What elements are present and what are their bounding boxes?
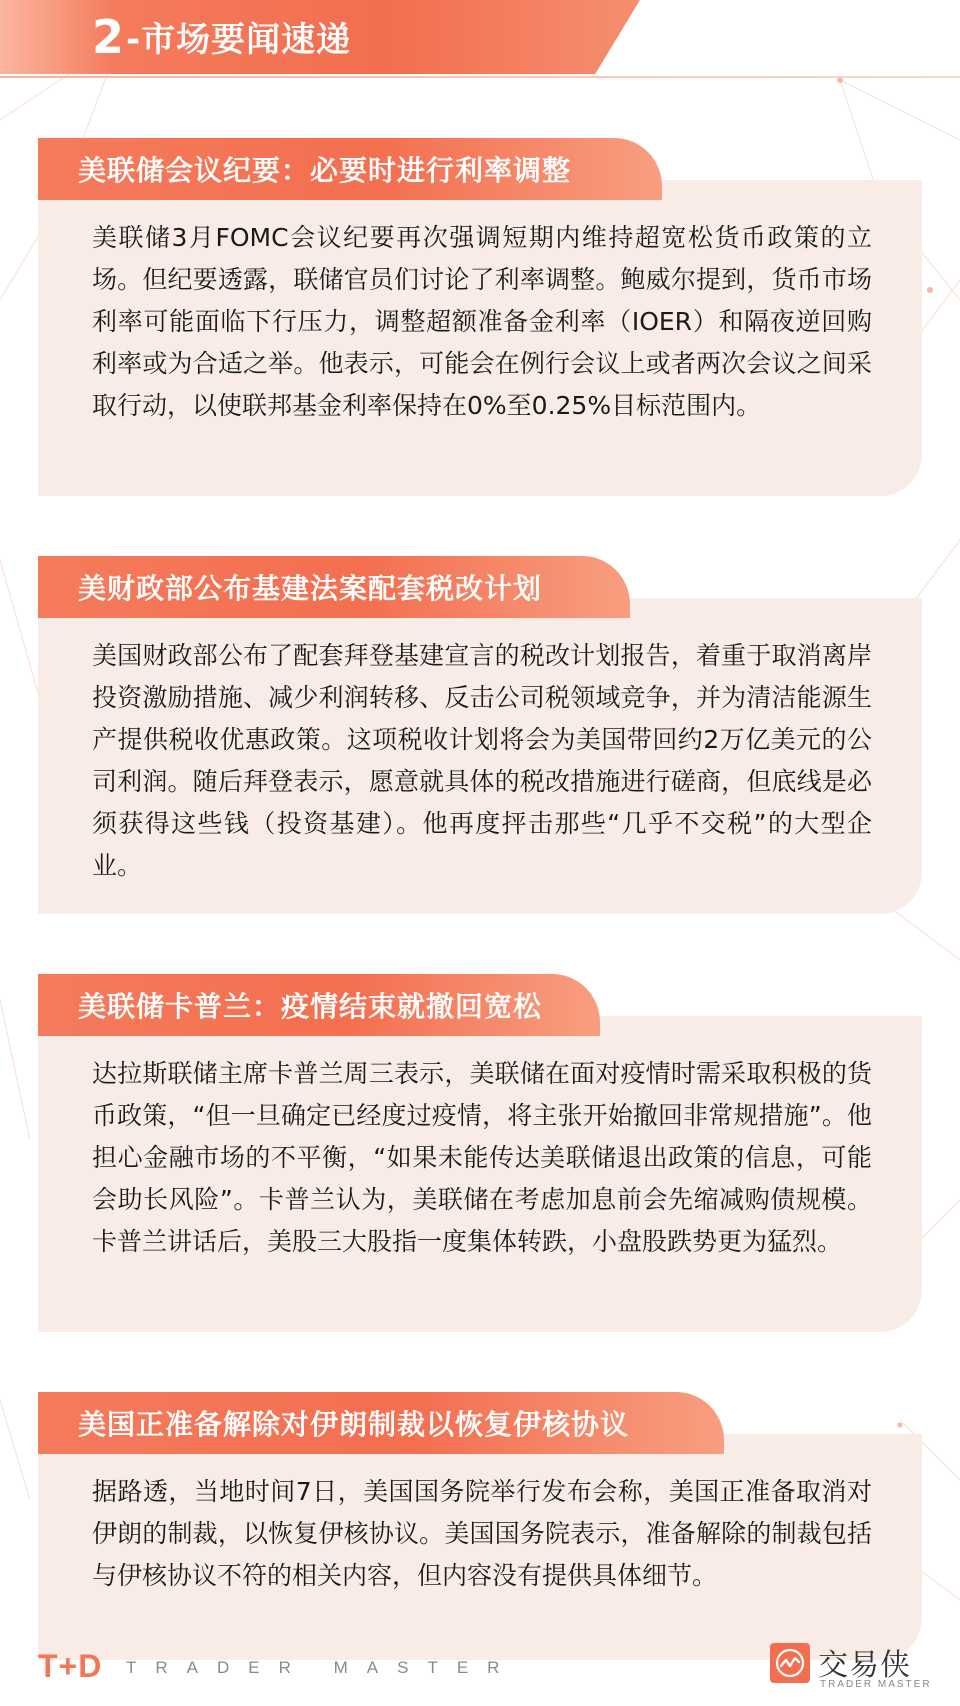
news-title-band (38, 1392, 724, 1454)
news-title-band (38, 556, 630, 618)
news-title: 美国正准备解除对伊朗制裁以恢复伊核协议 (78, 1408, 630, 1441)
wave-chart-icon (770, 1643, 810, 1683)
news-body: 达拉斯联储主席卡普兰周三表示，美联储在面对疫情时需采取积极的货币政策，“但一旦确定已经度过疫情，将主张开始撤回非常规措施”。他担心金融市场的不平衡，“如果未能传达美联储退出政策的信息，可能会助长风险”。卡普兰认为，美联储在考虑加息前会先缩减购债规模。卡普兰讲话后，美股三大股指一度集体转跌，小盘股跌势更为猛烈。 (92, 1059, 872, 1256)
section-header (0, 0, 960, 78)
section-title: -市场要闻速递 (126, 20, 352, 60)
news-body: 美联储3月FOMC会议纪要再次强调短期内维持超宽松货币政策的立场。但纪要透露，联储官员们讨论了利率调整。鲍威尔提到，货币市场利率可能面临下行压力，调整超额准备金利率（IOER）和隔夜逆回购利率或为合适之举。他表示，可能会在例行会议上或者两次会议之间采取行动，以使联邦基金利率保持在0%至0.25%目标范围内。 (92, 223, 872, 420)
news-title-band (38, 974, 600, 1036)
news-title: 美联储卡普兰：疫情结束就撤回宽松 (78, 990, 543, 1023)
news-body: 据路透，当地时间7日，美国国务院举行发布会称，美国正准备取消对伊朗的制裁，以恢复伊核协议。美国国务院表示，准备解除的制裁包括与伊核协议不符的相关内容，但内容没有提供具体细节。 (92, 1477, 872, 1590)
news-title-band (38, 138, 662, 200)
header-divider (0, 76, 960, 78)
news-title: 美财政部公布基建法案配套税改计划 (78, 572, 543, 605)
section-number: 2 (92, 10, 125, 64)
logo-name: 交易侠 (818, 1648, 911, 1683)
news-title: 美联储会议纪要：必要时进行利率调整 (78, 154, 572, 187)
news-body: 美国财政部公布了配套拜登基建宣言的税改计划报告，着重于取消离岸投资激励措施、减少利润转移、反击公司税领域竞争，并为清洁能源生产提供税收优惠政策。这项税收计划将会为美国带回约2万亿美元的公司利润。随后拜登表示，愿意就具体的税改措施进行磋商，但底线是必须获得这些钱（投资基建）。他再度抨击那些“几乎不交税”的大型企业。 (92, 641, 872, 880)
brand-text: TRADER MASTER (126, 1658, 519, 1677)
brand-mark: T+D (38, 1648, 103, 1684)
logo-subtitle: TRADER MASTER (820, 1679, 932, 1690)
